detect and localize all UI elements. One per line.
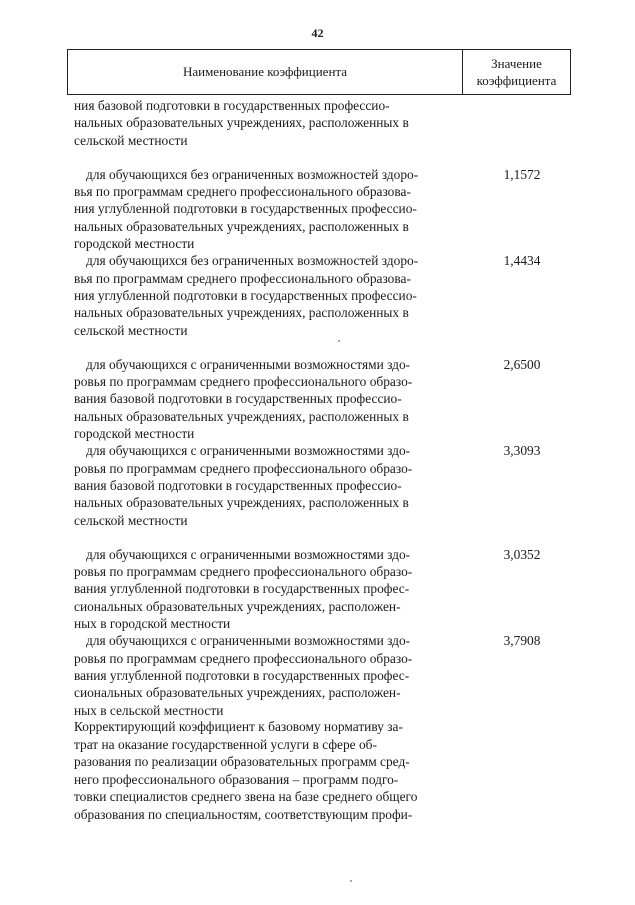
description-line: для обучающихся с ограниченными возможностями здо-	[86, 633, 411, 649]
table-row	[74, 356, 571, 442]
table-row	[74, 632, 571, 718]
row-description	[74, 546, 462, 632]
paragraph-line: образования по специальностям, соответствующим профи-	[74, 806, 413, 822]
description-line: сиональных образовательных учреждениях, расположен-	[74, 685, 401, 701]
description-line: городской местности	[74, 236, 195, 252]
description-line: для обучающихся без ограниченных возможностей здоро-	[86, 166, 419, 182]
coefficient-table-body	[74, 97, 571, 719]
paragraph-line: Корректирующий коэффициент к базовому нормативу за-	[74, 719, 403, 734]
row-description	[74, 442, 462, 528]
paragraph-line: товки специалистов среднего звена на базе среднего общего	[74, 789, 418, 805]
description-line: для обучающихся с ограниченными возможностями здо-	[86, 546, 411, 562]
description-line: вания базовой подготовки в государственных профессио-	[74, 391, 402, 407]
description-line: сельской местности	[74, 512, 188, 528]
table-row	[74, 252, 571, 338]
description-line: вья по программам среднего профессионального образова-	[74, 184, 411, 200]
description-line: для обучающихся без ограниченных возможностей здоро-	[86, 253, 419, 269]
table-row	[74, 546, 571, 632]
description-line: вья по программам среднего профессионального образова-	[74, 270, 411, 286]
coefficient-value: 3,3093	[503, 443, 541, 459]
paragraph-line: разования по реализации образовательных программ сред-	[74, 754, 410, 770]
row-description	[74, 356, 462, 442]
page-number: 42	[311, 26, 324, 40]
coefficient-value: 1,1572	[503, 166, 541, 182]
coefficient-value: 3,7908	[503, 633, 541, 649]
description-line: ния углубленной подготовки в государственных профессио-	[74, 287, 417, 303]
scan-speck	[350, 880, 352, 882]
table-row	[74, 442, 571, 528]
description-line: ных в сельской местности	[74, 702, 224, 718]
paragraph-line: него профессионального образования – программ подго-	[74, 771, 399, 787]
table-row	[74, 166, 571, 252]
description-line: нальных образовательных учреждениях, расположенных в	[74, 495, 409, 511]
description-line: нальных образовательных учреждениях, расположенных в	[74, 408, 409, 424]
closing-paragraph	[74, 718, 460, 824]
row-description	[74, 97, 462, 149]
table-header	[67, 49, 571, 95]
description-line: ных в городской местности	[74, 616, 231, 632]
column-header-value-line2: коэффициента	[476, 73, 557, 88]
description-line: нальных образовательных учреждениях, расположенных в	[74, 305, 409, 321]
coefficient-value: 1,4434	[503, 253, 541, 269]
description-line: нальных образовательных учреждениях, расположенных в	[74, 115, 409, 131]
description-line: нальных образовательных учреждениях, расположенных в	[74, 218, 409, 234]
scan-speck	[338, 340, 340, 342]
row-description	[74, 252, 462, 338]
description-line: ровья по программам среднего профессионального образо-	[74, 460, 413, 476]
description-line: для обучающихся с ограниченными возможностями здо-	[86, 443, 411, 459]
description-line: ровья по программам среднего профессионального образо-	[74, 374, 413, 390]
paragraph-line: трат на оказание государственной услуги в сфере об-	[74, 736, 377, 752]
coefficient-value: 3,0352	[503, 546, 541, 562]
coefficient-value: 2,6500	[503, 356, 541, 372]
row-description	[74, 166, 462, 252]
description-line: сельской местности	[74, 322, 188, 338]
description-line: для обучающихся с ограниченными возможностями здо-	[86, 356, 411, 372]
description-line: ровья по программам среднего профессионального образо-	[74, 564, 413, 580]
description-line: вания базовой подготовки в государственных профессио-	[74, 477, 402, 493]
row-description	[74, 632, 462, 718]
column-header-value-line1: Значение	[491, 56, 542, 71]
description-line: ния углубленной подготовки в государственных профессио-	[74, 201, 417, 217]
description-line: городской местности	[74, 426, 195, 442]
description-line: сельской местности	[74, 132, 188, 148]
table-row	[74, 97, 571, 149]
column-header-name: Наименование коэффициента	[68, 50, 463, 94]
description-line: вания углубленной подготовки в государственных профес-	[74, 667, 410, 683]
description-line: вания углубленной подготовки в государственных профес-	[74, 581, 410, 597]
column-header-value	[463, 50, 570, 94]
description-line: сиональных образовательных учреждениях, расположен-	[74, 598, 401, 614]
description-line: ния базовой подготовки в государственных профессио-	[74, 98, 390, 113]
description-line: ровья по программам среднего профессионального образо-	[74, 650, 413, 666]
